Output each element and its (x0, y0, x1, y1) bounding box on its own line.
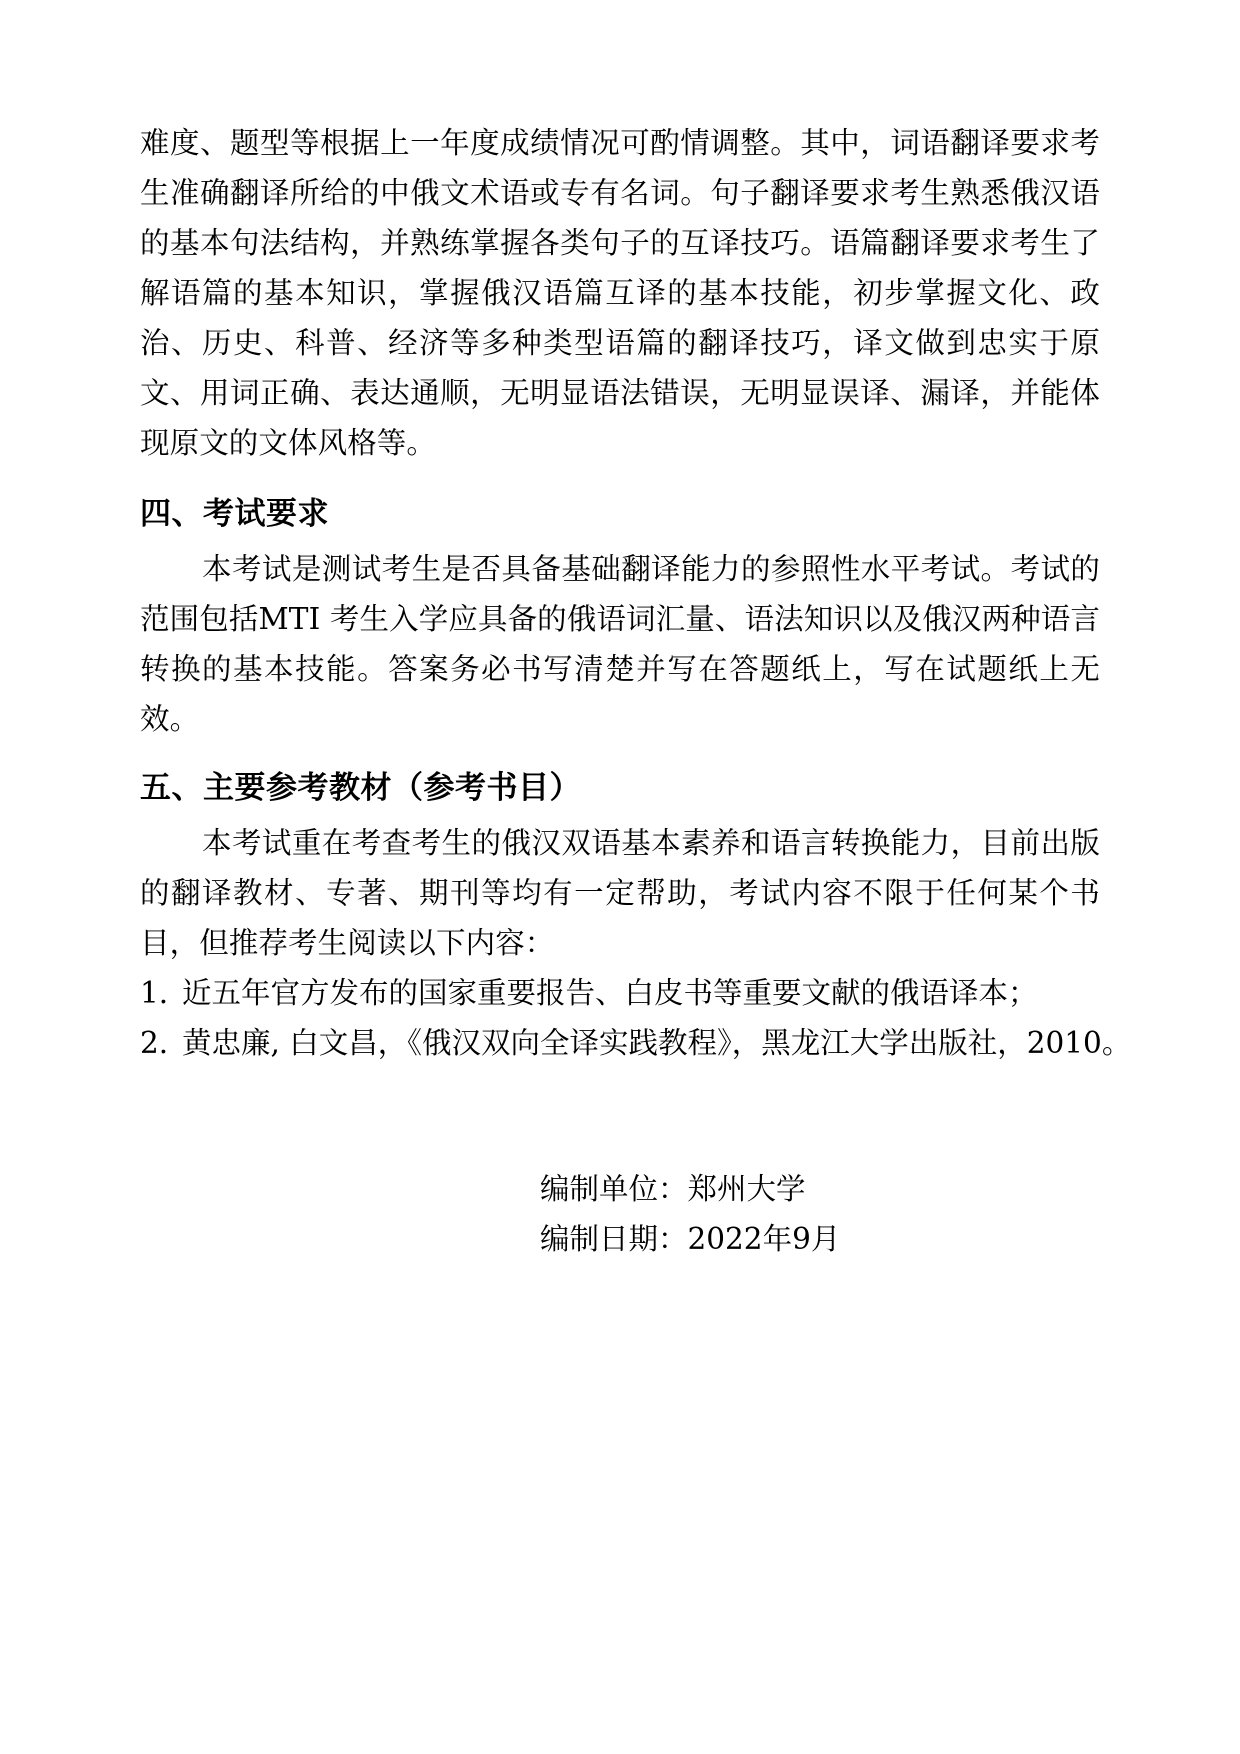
list-item-text: 黄忠廉, 白文昌，《俄汉双向全译实践教程》，黑龙江大学出版社，2010。 (182, 1026, 1132, 1060)
list-item-number: 1. (140, 976, 169, 1010)
signature-unit: 编制单位：郑州大学 (540, 1172, 806, 1206)
section-heading-exam-requirements: 四、考试要求 (140, 496, 329, 532)
list-item (140, 1018, 1132, 1068)
signature-date: 编制日期：2022年9月 (540, 1222, 841, 1256)
signature-block (140, 1164, 1100, 1264)
section-heading-reference-materials: 五、主要参考教材（参考书目） (140, 770, 581, 806)
spacer (140, 744, 1100, 750)
paragraph-exam-requirements: 本考试是测试考生是否具备基础翻译能力的参照性水平考试。考试的范围包括MTI 考生入学应具备的俄语词汇量、语法知识以及俄汉两种语言转换的基本技能。答案务必书写清楚并写在答题纸上，写在试题纸上无效。 (140, 552, 1100, 736)
list-item-text: 近五年官方发布的国家重要报告、白皮书等重要文献的俄语译本； (182, 976, 1038, 1010)
list-item-number: 2. (140, 1026, 169, 1060)
paragraph-reference-materials: 本考试重在考查考生的俄汉双语基本素养和语言转换能力，目前出版的翻译教材、专著、期刊等均有一定帮助，考试内容不限于任何某个书目，但推荐考生阅读以下内容： (140, 826, 1100, 960)
list-item (140, 968, 1100, 1018)
reference-list (140, 968, 1132, 1068)
spacer (140, 468, 1100, 476)
paragraph-intro-continued: 难度、题型等根据上一年度成绩情况可酌情调整。其中，词语翻译要求考生准确翻译所给的中俄文术语或专有名词。句子翻译要求考生熟悉俄汉语的基本句法结构，并熟练掌握各类句子的互译技巧。语篇翻译要求考生了解语篇的基本知识，掌握俄汉语篇互译的基本技能，初步掌握文化、政治、历史、科普、经济等多种类型语篇的翻译技巧，译文做到忠实于原文、用词正确、表达通顺，无明显语法错误，无明显误译、漏译，并能体现原文的文体风格等。 (140, 126, 1100, 460)
